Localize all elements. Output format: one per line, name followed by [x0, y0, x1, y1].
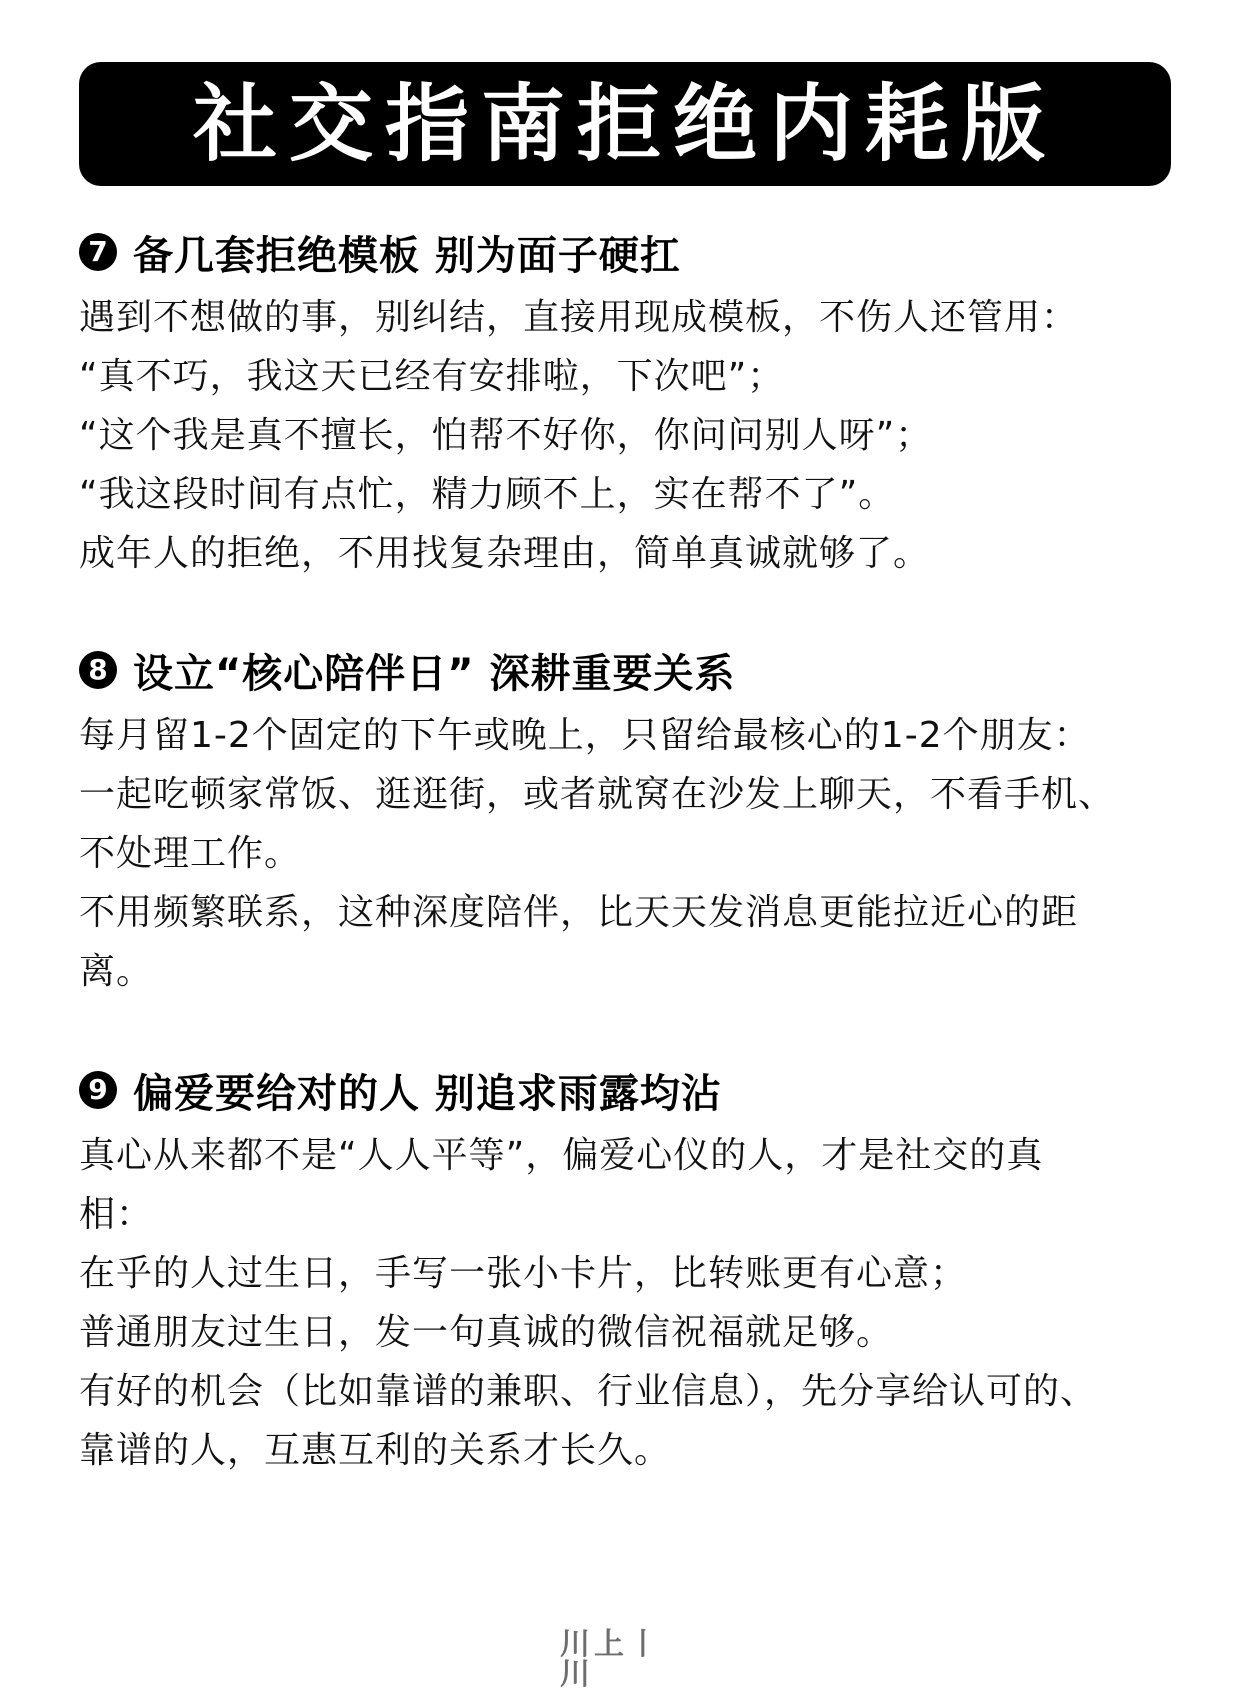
section-heading: [79, 1060, 1169, 1120]
section-title: 偏爱要给对的人 别追求雨露均沾: [133, 1070, 722, 1117]
body-line: “真不巧，我这天已经有安排啦，下次吧”；: [79, 356, 785, 397]
body-line: “我这段时间有点忙，精力顾不上，实在帮不了”。: [79, 474, 896, 515]
body-line: 在乎的人过生日，手写一张小卡片，比转账更有心意；: [79, 1253, 968, 1294]
number-badge-icon: 9: [79, 1071, 117, 1109]
section-heading: [79, 640, 1169, 700]
page-title: 社交指南拒绝内耗版: [192, 75, 1057, 173]
body-line: 每月留1-2个固定的下午或晚上，只留给最核心的1-2个朋友：: [79, 715, 1091, 756]
number-badge-icon: 8: [79, 651, 117, 689]
body-line: 不用频繁联系，这种深度陪伴，比天天发消息更能拉近心的距: [79, 892, 1079, 933]
section-heading: [79, 222, 1169, 282]
body-line: 真心从来都不是“人人平等”，偏爱心仪的人，才是社交的真: [79, 1135, 1044, 1176]
body-line: 一起吃顿家常饭、逛逛街，或者就窝在沙发上聊天，不看手机、: [79, 774, 1116, 815]
body-line: 离。: [79, 951, 154, 992]
watermark: 川上丨川: [560, 1627, 662, 1692]
body-line: 不处理工作。: [79, 833, 302, 874]
body-line: 有好的机会（比如靠谱的兼职、行业信息），先分享给认可的、: [79, 1371, 1098, 1412]
number-badge-icon: 7: [79, 233, 117, 271]
body-line: 相：: [79, 1194, 154, 1235]
body-line: “这个我是真不擅长，怕帮不好你，你问问别人呀”；: [79, 415, 933, 456]
section-8: [79, 640, 1169, 1001]
section-title: 设立“核心陪伴日” 深耕重要关系: [133, 650, 736, 697]
section-title: 备几套拒绝模板 别为面子硬扛: [133, 232, 681, 279]
section-9: [79, 1060, 1169, 1480]
title-banner: [79, 62, 1171, 186]
body-line: 靠谱的人，互惠互利的关系才长久。: [79, 1430, 672, 1471]
body-line: 遇到不想做的事，别纠结，直接用现成模板，不伤人还管用：: [79, 297, 1079, 338]
section-7: [79, 222, 1169, 583]
body-line: 成年人的拒绝，不用找复杂理由，简单真诚就够了。: [79, 533, 931, 574]
body-line: 普通朋友过生日，发一句真诚的微信祝福就足够。: [79, 1312, 894, 1353]
